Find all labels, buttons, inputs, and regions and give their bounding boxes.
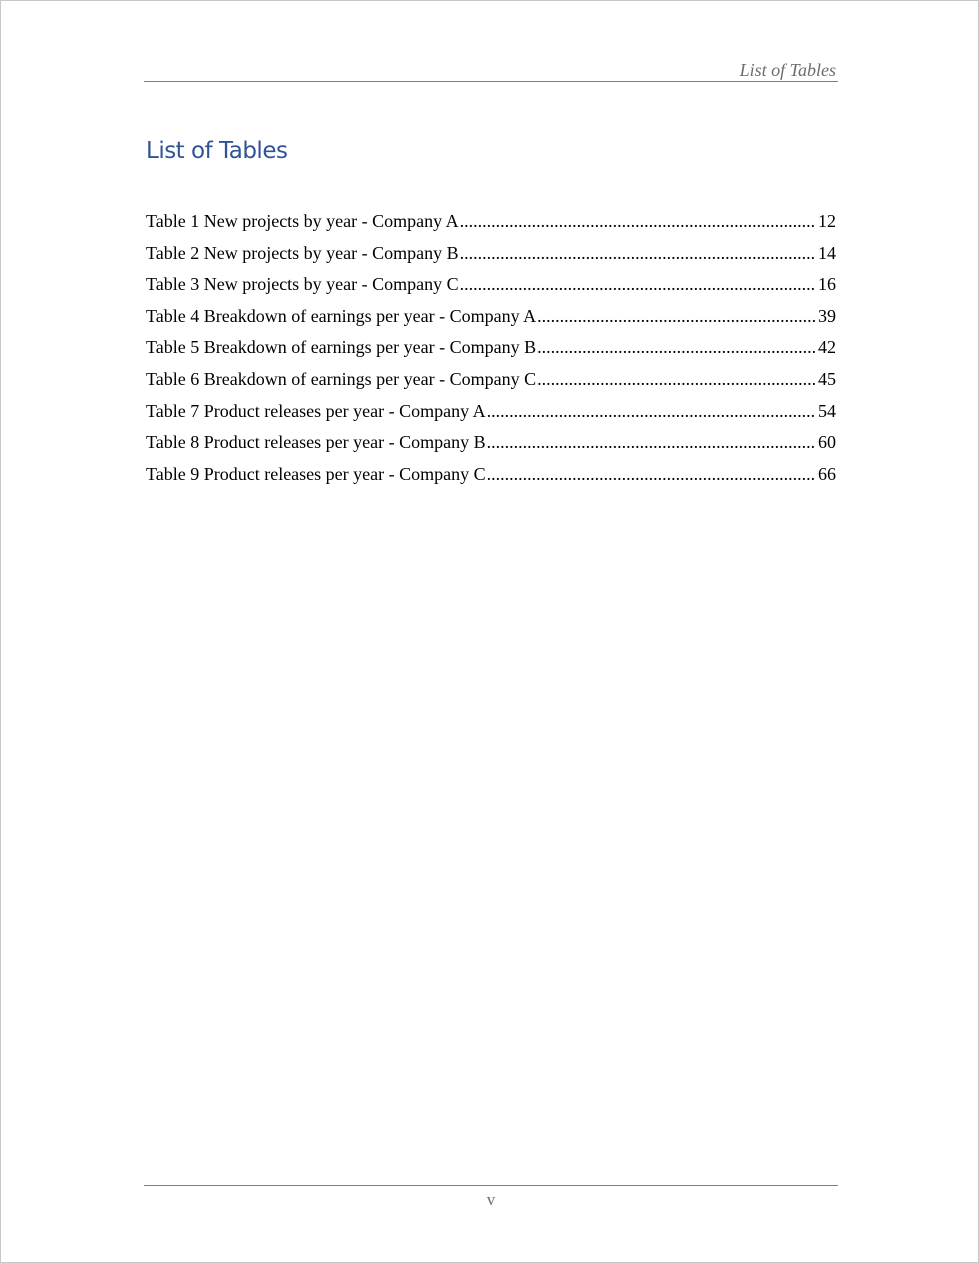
toc-entry-label: Table 4 Breakdown of earnings per year - Company A xyxy=(146,305,537,326)
page-number: v xyxy=(486,1190,496,1209)
dot-leader xyxy=(460,269,816,301)
toc-entry[interactable] xyxy=(146,301,836,333)
toc-entry-page: 39 xyxy=(818,305,836,326)
toc-entry-page: 45 xyxy=(818,368,836,389)
toc-entry-page: 42 xyxy=(818,337,836,358)
toc-entry[interactable] xyxy=(146,332,836,364)
toc-entry-label: Table 2 New projects by year - Company B xyxy=(146,242,459,263)
running-header-title: List of Tables xyxy=(739,60,836,80)
toc-entry[interactable] xyxy=(146,396,836,428)
page-title: List of Tables xyxy=(146,138,288,164)
page-footer xyxy=(144,1185,838,1209)
toc-entry-label: Table 6 Breakdown of earnings per year - Company C xyxy=(146,368,537,389)
dot-leader xyxy=(487,427,816,459)
toc-entry[interactable] xyxy=(146,269,836,301)
dot-leader xyxy=(537,301,816,333)
dot-leader xyxy=(487,396,816,428)
toc-entry-page: 60 xyxy=(818,432,836,453)
toc-entry-page: 14 xyxy=(818,242,836,263)
toc-entry-page: 66 xyxy=(818,463,836,484)
toc-entry[interactable] xyxy=(146,364,836,396)
toc-entry-label: Table 3 New projects by year - Company C xyxy=(146,274,459,295)
dot-leader xyxy=(487,459,816,491)
toc-entry[interactable] xyxy=(146,238,836,270)
page-header xyxy=(144,59,838,82)
list-of-tables xyxy=(146,206,836,490)
toc-entry-label: Table 9 Product releases per year - Company C xyxy=(146,463,486,484)
toc-entry-label: Table 1 New projects by year - Company A xyxy=(146,211,459,231)
toc-entry-label: Table 8 Product releases per year - Company B xyxy=(146,432,486,453)
toc-entry-label: Table 5 Breakdown of earnings per year - Company B xyxy=(146,337,537,358)
toc-entry[interactable] xyxy=(146,459,836,491)
toc-entry-page: 54 xyxy=(818,400,836,421)
dot-leader xyxy=(537,364,816,396)
toc-entry-page: 16 xyxy=(818,274,836,295)
dot-leader xyxy=(460,206,816,238)
toc-entry-label: Table 7 Product releases per year - Company A xyxy=(146,400,486,421)
toc-entry-page: 12 xyxy=(818,211,836,231)
toc-entry[interactable] xyxy=(146,427,836,459)
dot-leader xyxy=(537,332,816,364)
dot-leader xyxy=(460,238,816,270)
toc-entry[interactable] xyxy=(146,206,836,238)
